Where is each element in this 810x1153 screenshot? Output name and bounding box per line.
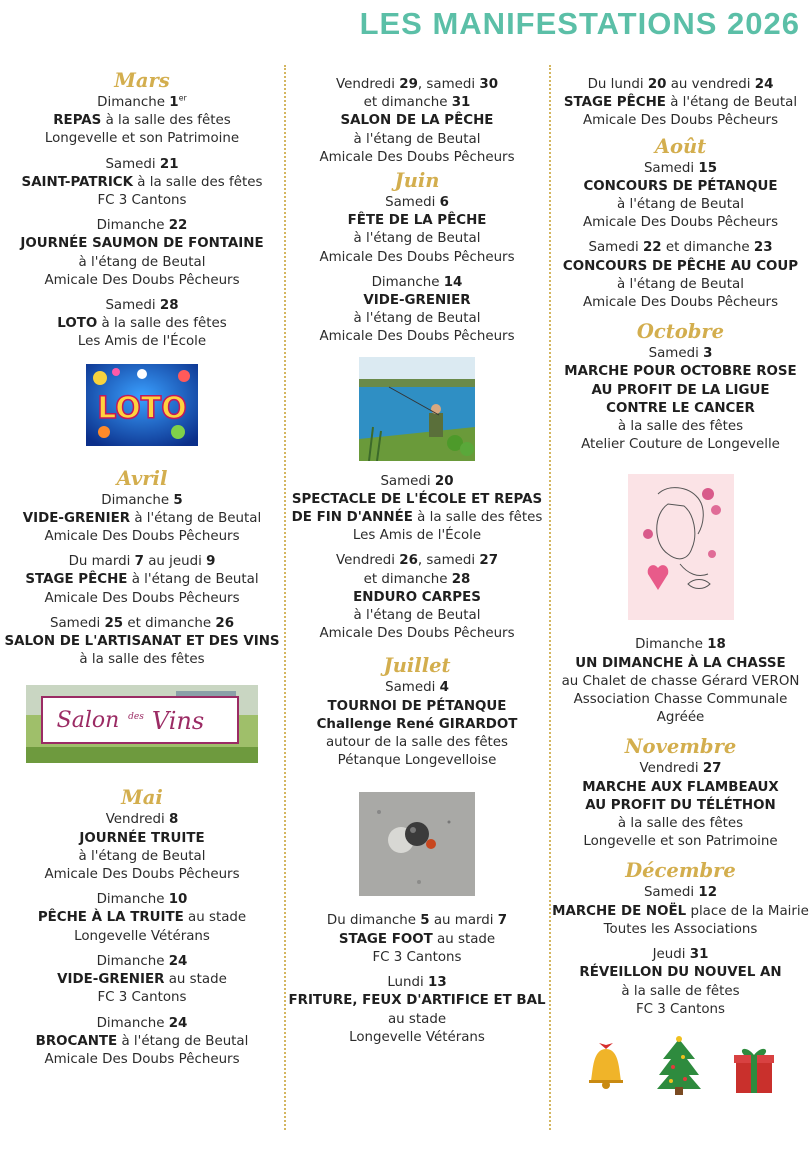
- event-mai-2: Dimanche 10 PÊCHE À LA TRUITE au stade Longevelle Vétérans: [37, 892, 247, 944]
- event-mars-4: Samedi 28 LOTO à la salle des fêtes Les Amis de l'École: [57, 298, 227, 350]
- christmas-icons: [551, 1027, 810, 1095]
- event-aout-2: Samedi 22 et dimanche 23 CONCOURS DE PÊCHE AU COUP à l'étang de Beutal Amicale Des Doubs Pêcheurs: [562, 240, 799, 311]
- column-1: [0, 68, 284, 1076]
- event-juillet-2: Du dimanche 5 au mardi 7 STAGE FOOT au stade FC 3 Cantons: [326, 913, 508, 965]
- event-octobre-2: Dimanche 18 UN DIMANCHE À LA CHASSE au Chalet de chasse Gérard VERON Association Chasse Communale Agréée: [561, 637, 800, 726]
- month-heading-avril: Avril: [116, 466, 168, 490]
- banner-text-vins: Vins: [151, 707, 205, 736]
- salon-des-vins-image: [26, 685, 258, 763]
- event-aout-1: Samedi 15 CONCOURS DE PÉTANQUE à l'étang de Beutal Amicale Des Doubs Pêcheurs: [582, 160, 779, 231]
- month-heading-novembre: Novembre: [624, 735, 737, 759]
- christmas-tree-icon: [655, 1035, 703, 1095]
- month-heading-aout: Août: [654, 134, 707, 158]
- banner-text-salon: Salon: [56, 708, 120, 734]
- event-mai-3: Dimanche 24 VIDE-GRENIER au stade FC 3 Cantons: [57, 953, 227, 1006]
- event-mai-4: Dimanche 24 BROCANTE à l'étang de Beutal Amicale Des Doubs Pêcheurs: [35, 1015, 249, 1067]
- month-heading-juillet: Juillet: [383, 654, 451, 678]
- event-avril-2: Du mardi 7 au jeudi 9 STAGE PÊCHE à l'étang de Beutal Amicale Des Doubs Pêcheurs: [25, 554, 259, 606]
- loto-image: [86, 364, 198, 446]
- month-heading-juin: Juin: [394, 169, 440, 193]
- gift-icon: [732, 1043, 776, 1095]
- banner-text-des: des: [128, 712, 144, 723]
- loto-image-text: LOTO: [97, 390, 187, 426]
- event-mai-1: Vendredi 8 JOURNÉE TRUITE à l'étang de Beutal Amicale Des Doubs Pêcheurs: [44, 812, 240, 883]
- event-juin-3: Samedi 20 SPECTACLE DE L'ÉCOLE ET REPAS DE FIN D'ANNÉE à la salle des fêtes Les Amis de l'École: [291, 473, 543, 544]
- event-mars-3: Dimanche 22 JOURNÉE SAUMON DE FONTAINE à l'étang de Beutal Amicale Des Doubs Pêcheurs: [20, 218, 264, 288]
- event-novembre-1: Vendredi 27 MARCHE AUX FLAMBEAUX AU PROFIT DU TÉLÉTHON à la salle des fêtes Longevelle et son Patrimoine: [582, 761, 779, 850]
- event-juin-4: Vendredi 26, samedi 27 et dimanche 28 ENDURO CARPES à l'étang de Beutal Amicale Des Doubs Pêcheurs: [319, 553, 515, 642]
- petanque-image: [359, 792, 475, 896]
- event-avril-3: Samedi 25 et dimanche 26 SALON DE L'ARTISANAT ET DES VINS à la salle des fêtes: [4, 615, 280, 668]
- event-decembre-2: Jeudi 31 RÉVEILLON DU NOUVEL AN à la salle de fêtes FC 3 Cantons: [579, 947, 782, 1017]
- event-juillet-3: Lundi 13 FRITURE, FEUX D'ARTIFICE ET BAL au stade Longevelle Vétérans: [288, 975, 546, 1045]
- month-heading-mars: Mars: [114, 69, 170, 92]
- event-mars-1: Dimanche 1er REPAS à la salle des fêtes Longevelle et son Patrimoine: [44, 93, 240, 147]
- column-2: [286, 76, 548, 1054]
- month-heading-mai: Mai: [121, 786, 163, 810]
- event-mars-2: Samedi 21 SAINT-PATRICK à la salle des fêtes FC 3 Cantons: [21, 156, 263, 209]
- event-juin-2: Dimanche 14 VIDE-GRENIER à l'étang de Beutal Amicale Des Doubs Pêcheurs: [319, 274, 515, 345]
- page-title: LES MANIFESTATIONS 2026: [359, 6, 800, 41]
- event-juillet-1: Samedi 4 TOURNOI DE PÉTANQUE Challenge René GIRARDOT autour de la salle des fêtes Pétanque Longevelloise: [316, 680, 518, 769]
- octobre-rose-image: [628, 474, 734, 620]
- event-decembre-1: Samedi 12 MARCHE DE NOËL place de la Mairie Toutes les Associations: [552, 885, 809, 937]
- event-octobre-1: Samedi 3 MARCHE POUR OCTOBRE ROSE AU PROFIT DE LA LIGUE CONTRE LE CANCER à la salle des fêtes Atelier Couture de Longevelle: [564, 346, 797, 453]
- month-heading-octobre: Octobre: [636, 320, 725, 344]
- event-juillet-4: Du lundi 20 au vendredi 24 STAGE PÊCHE à l'étang de Beutal Amicale Des Doubs Pêcheurs: [563, 77, 798, 129]
- column-3: [551, 76, 810, 1095]
- event-mai-5: Vendredi 29, samedi 30 et dimanche 31 SALON DE LA PÊCHE à l'étang de Beutal Amicale Des Doubs Pêcheurs: [319, 77, 515, 165]
- month-heading-decembre: Décembre: [625, 859, 736, 883]
- event-juin-1: Samedi 6 FÊTE DE LA PÊCHE à l'étang de Beutal Amicale Des Doubs Pêcheurs: [319, 195, 515, 265]
- bell-icon: [585, 1039, 627, 1095]
- fishing-image: [359, 357, 475, 461]
- event-avril-1: Dimanche 5 VIDE-GRENIER à l'étang de Beutal Amicale Des Doubs Pêcheurs: [22, 492, 262, 545]
